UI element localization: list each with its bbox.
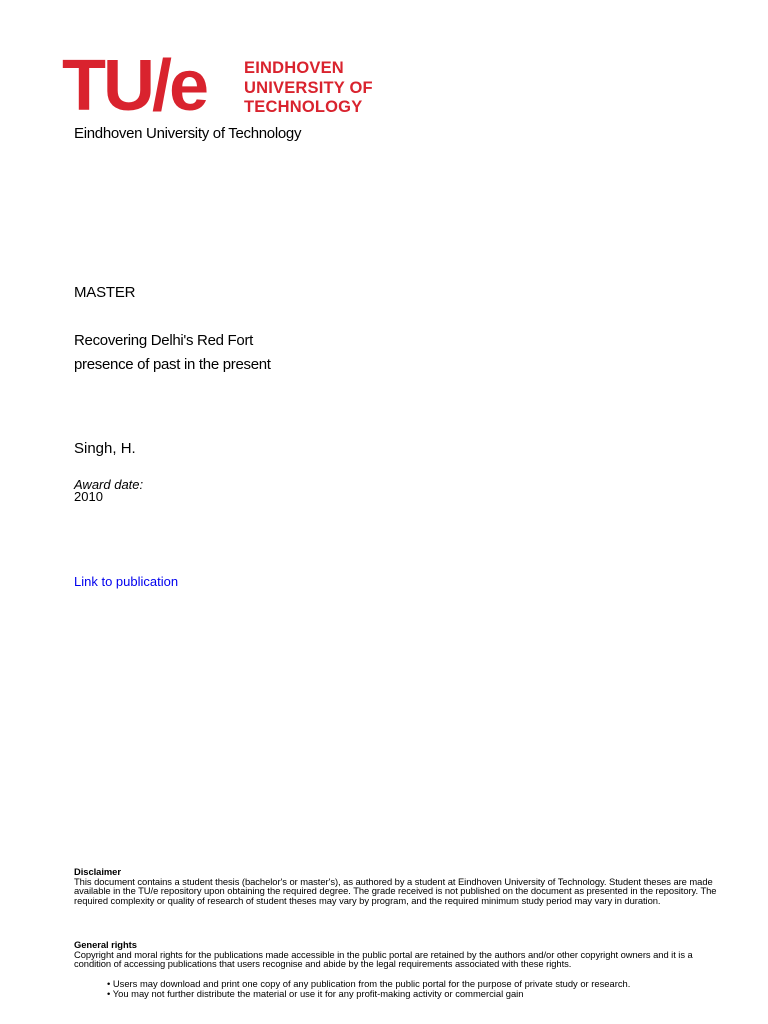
logo-wordmark — [244, 59, 373, 118]
general-rights-section — [74, 940, 722, 969]
logo-line-1: EINDHOVEN — [244, 59, 344, 77]
logo-mark: TU/e — [62, 46, 207, 126]
tue-logo — [62, 46, 392, 126]
institution-name: Eindhoven University of Technology — [74, 125, 302, 142]
author-name: Singh, H. — [74, 440, 136, 457]
rights-bullet: • Users may download and print one copy of any publication from the public portal for the purpose of private study or research. — [107, 978, 631, 989]
thesis-title-line-2: presence of past in the present — [74, 356, 271, 373]
disclaimer-text: This document contains a student thesis (bachelor's or master's), as authored by a student at Eindhoven University of Technology. Student theses are made available in the TU/e repository upon obtaining the required degree. The grade received is not published on the document as presented in the repository. The required complexity or quality of research of student theses may vary by program, and the required minimum study period may vary in duration. — [74, 875, 717, 906]
rights-bullet-list — [107, 979, 630, 998]
publication-link[interactable]: Link to publication — [74, 574, 179, 589]
thesis-title-line-1: Recovering Delhi's Red Fort — [74, 332, 254, 349]
award-date-label: Award date: — [74, 477, 144, 492]
rights-bullet: • You may not further distribute the material or use it for any profit-making activity or commercial gain — [107, 987, 524, 999]
award-date-value: 2010 — [74, 489, 103, 504]
general-rights-text: Copyright and moral rights for the publications made accessible in the public portal are retained by the authors and/or other copyright owners and it is a condition of accessing publications that users recognise and abide by the legal requirements associated with these rights. — [74, 948, 693, 970]
disclaimer-section — [74, 867, 722, 905]
disclaimer-heading: Disclaimer — [74, 866, 121, 877]
logo-line-2: UNIVERSITY OF — [244, 78, 373, 97]
logo-line-3: TECHNOLOGY — [244, 98, 363, 116]
general-rights-heading: General rights — [74, 939, 137, 950]
document-type: MASTER — [74, 284, 136, 301]
